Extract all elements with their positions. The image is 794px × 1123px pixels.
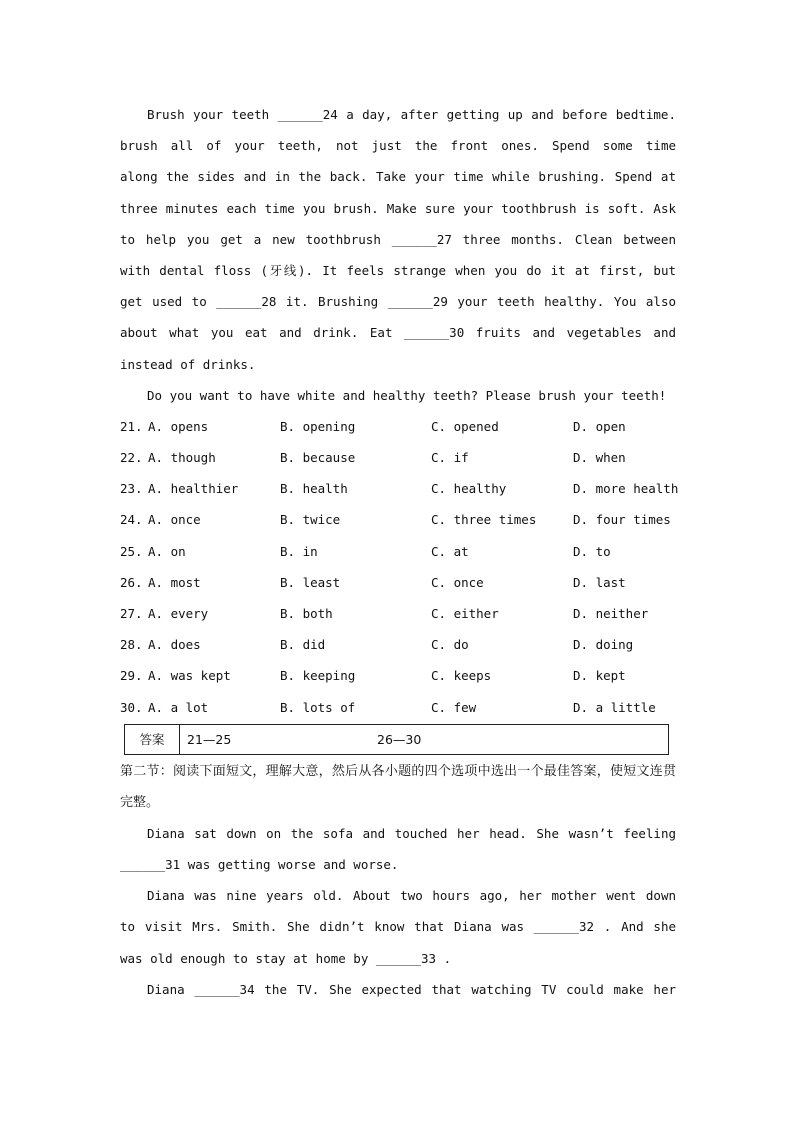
option-d: D. when (573, 450, 626, 466)
option-c: C. either (431, 606, 499, 621)
answer-range-21-25: 21—25 (187, 731, 232, 747)
question-row (120, 567, 676, 598)
answer-box (124, 724, 669, 755)
passage-line: about what you eat and drink. Eat ______30 fruits and vegetables and (120, 325, 676, 341)
passage-line: to visit Mrs. Smith. She didn’t know that Diana was ______32 . And she (120, 919, 676, 935)
question-number: 23. (120, 481, 143, 497)
passage-line: with dental floss (牙线). It feels strange when you do it at first, but (120, 262, 676, 278)
option-a: A. does (148, 637, 201, 653)
option-a: A. a lot (148, 699, 209, 715)
passage-1 (120, 99, 676, 411)
option-c: C. once (431, 574, 484, 590)
option-b: B. opening (280, 418, 356, 434)
option-d: D. neither (573, 606, 649, 621)
passage-line: brush all of your teeth, not just the front ones. Spend some time (120, 138, 676, 154)
option-d: D. last (573, 574, 626, 590)
passage-line: Brush your teeth ______24 a day, after getting up and before bedtime. (147, 107, 676, 122)
option-a: A. was kept (148, 668, 231, 684)
option-b: B. in (280, 543, 318, 559)
passage-2 (120, 818, 676, 1005)
passage-line: get used to ______28 it. Brushing ______29 your teeth healthy. You also (120, 294, 676, 310)
section-2-title: 第二节：阅读下面短文，理解大意，然后从各小题的四个选项中选出一个最佳答案，使短文连贯完整。 (120, 763, 676, 810)
question-number: 28. (120, 637, 143, 653)
option-c: C. healthy (431, 481, 507, 497)
option-d: D. four times (573, 512, 671, 528)
option-b: B. because (280, 450, 356, 466)
question-number: 30. (120, 699, 143, 715)
question-number: 27. (120, 606, 143, 621)
passage-line: was old enough to stay at home by ______33 . (120, 950, 452, 966)
option-a: A. though (148, 450, 216, 466)
question-row (120, 629, 676, 660)
passage-line: Diana ______34 the TV. She expected that watching TV could make her (147, 981, 676, 997)
answer-range-26-30: 26—30 (377, 731, 422, 747)
passage-line: ______31 was getting worse and worse. (120, 856, 399, 872)
question-number: 21. (120, 418, 143, 434)
option-c: C. three times (431, 512, 537, 528)
options-list (120, 411, 679, 723)
option-d: D. to (573, 543, 611, 559)
passage-line: three minutes each time you brush. Make sure your toothbrush is soft. Ask (120, 200, 676, 216)
question-row (120, 411, 676, 442)
option-b: B. lots of (280, 699, 356, 715)
answer-label: 答案 (125, 725, 180, 754)
option-a: A. on (148, 543, 186, 559)
option-b: B. both (280, 606, 333, 621)
passage-line: Diana was nine years old. About two hours ago, her mother went down (147, 888, 676, 904)
option-c: C. opened (431, 418, 499, 434)
option-b: B. keeping (280, 668, 356, 684)
question-number: 22. (120, 450, 143, 466)
option-d: D. kept (573, 668, 626, 684)
passage-line: instead of drinks. (120, 356, 256, 372)
option-b: B. did (280, 637, 326, 653)
option-d: D. a little (573, 699, 656, 715)
option-d: D. open (573, 418, 626, 434)
question-row (120, 442, 676, 473)
option-a: A. every (148, 606, 209, 621)
question-row (120, 473, 679, 504)
option-d: D. more health (573, 481, 679, 497)
question-row (120, 504, 676, 535)
question-number: 26. (120, 574, 143, 590)
question-row (120, 692, 676, 723)
passage-line: Diana sat down on the sofa and touched her head. She wasn’t feeling (147, 825, 676, 841)
option-b: B. health (280, 481, 348, 497)
option-a: A. once (148, 512, 201, 528)
option-c: C. if (431, 450, 469, 466)
passage-closing: Do you want to have white and healthy teeth? Please brush your teeth! (147, 387, 667, 403)
question-number: 25. (120, 543, 143, 559)
option-a: A. opens (148, 418, 209, 434)
question-number: 24. (120, 512, 143, 528)
option-b: B. twice (280, 512, 341, 528)
passage-line: along the sides and in the back. Take your time while brushing. Spend at (120, 169, 676, 185)
question-row (120, 660, 676, 691)
question-number: 29. (120, 668, 143, 684)
option-c: C. at (431, 543, 469, 559)
option-a: A. most (148, 574, 201, 590)
option-c: C. keeps (431, 668, 492, 684)
option-c: C. do (431, 637, 469, 653)
option-d: D. doing (573, 637, 634, 653)
option-a: A. healthier (148, 481, 239, 497)
passage-line: to help you get a new toothbrush ______27 three months. Clean between (120, 231, 676, 247)
document-page (120, 99, 679, 1005)
option-c: C. few (431, 699, 477, 715)
question-row (120, 598, 676, 629)
option-b: B. least (280, 574, 341, 590)
question-row (120, 536, 676, 567)
